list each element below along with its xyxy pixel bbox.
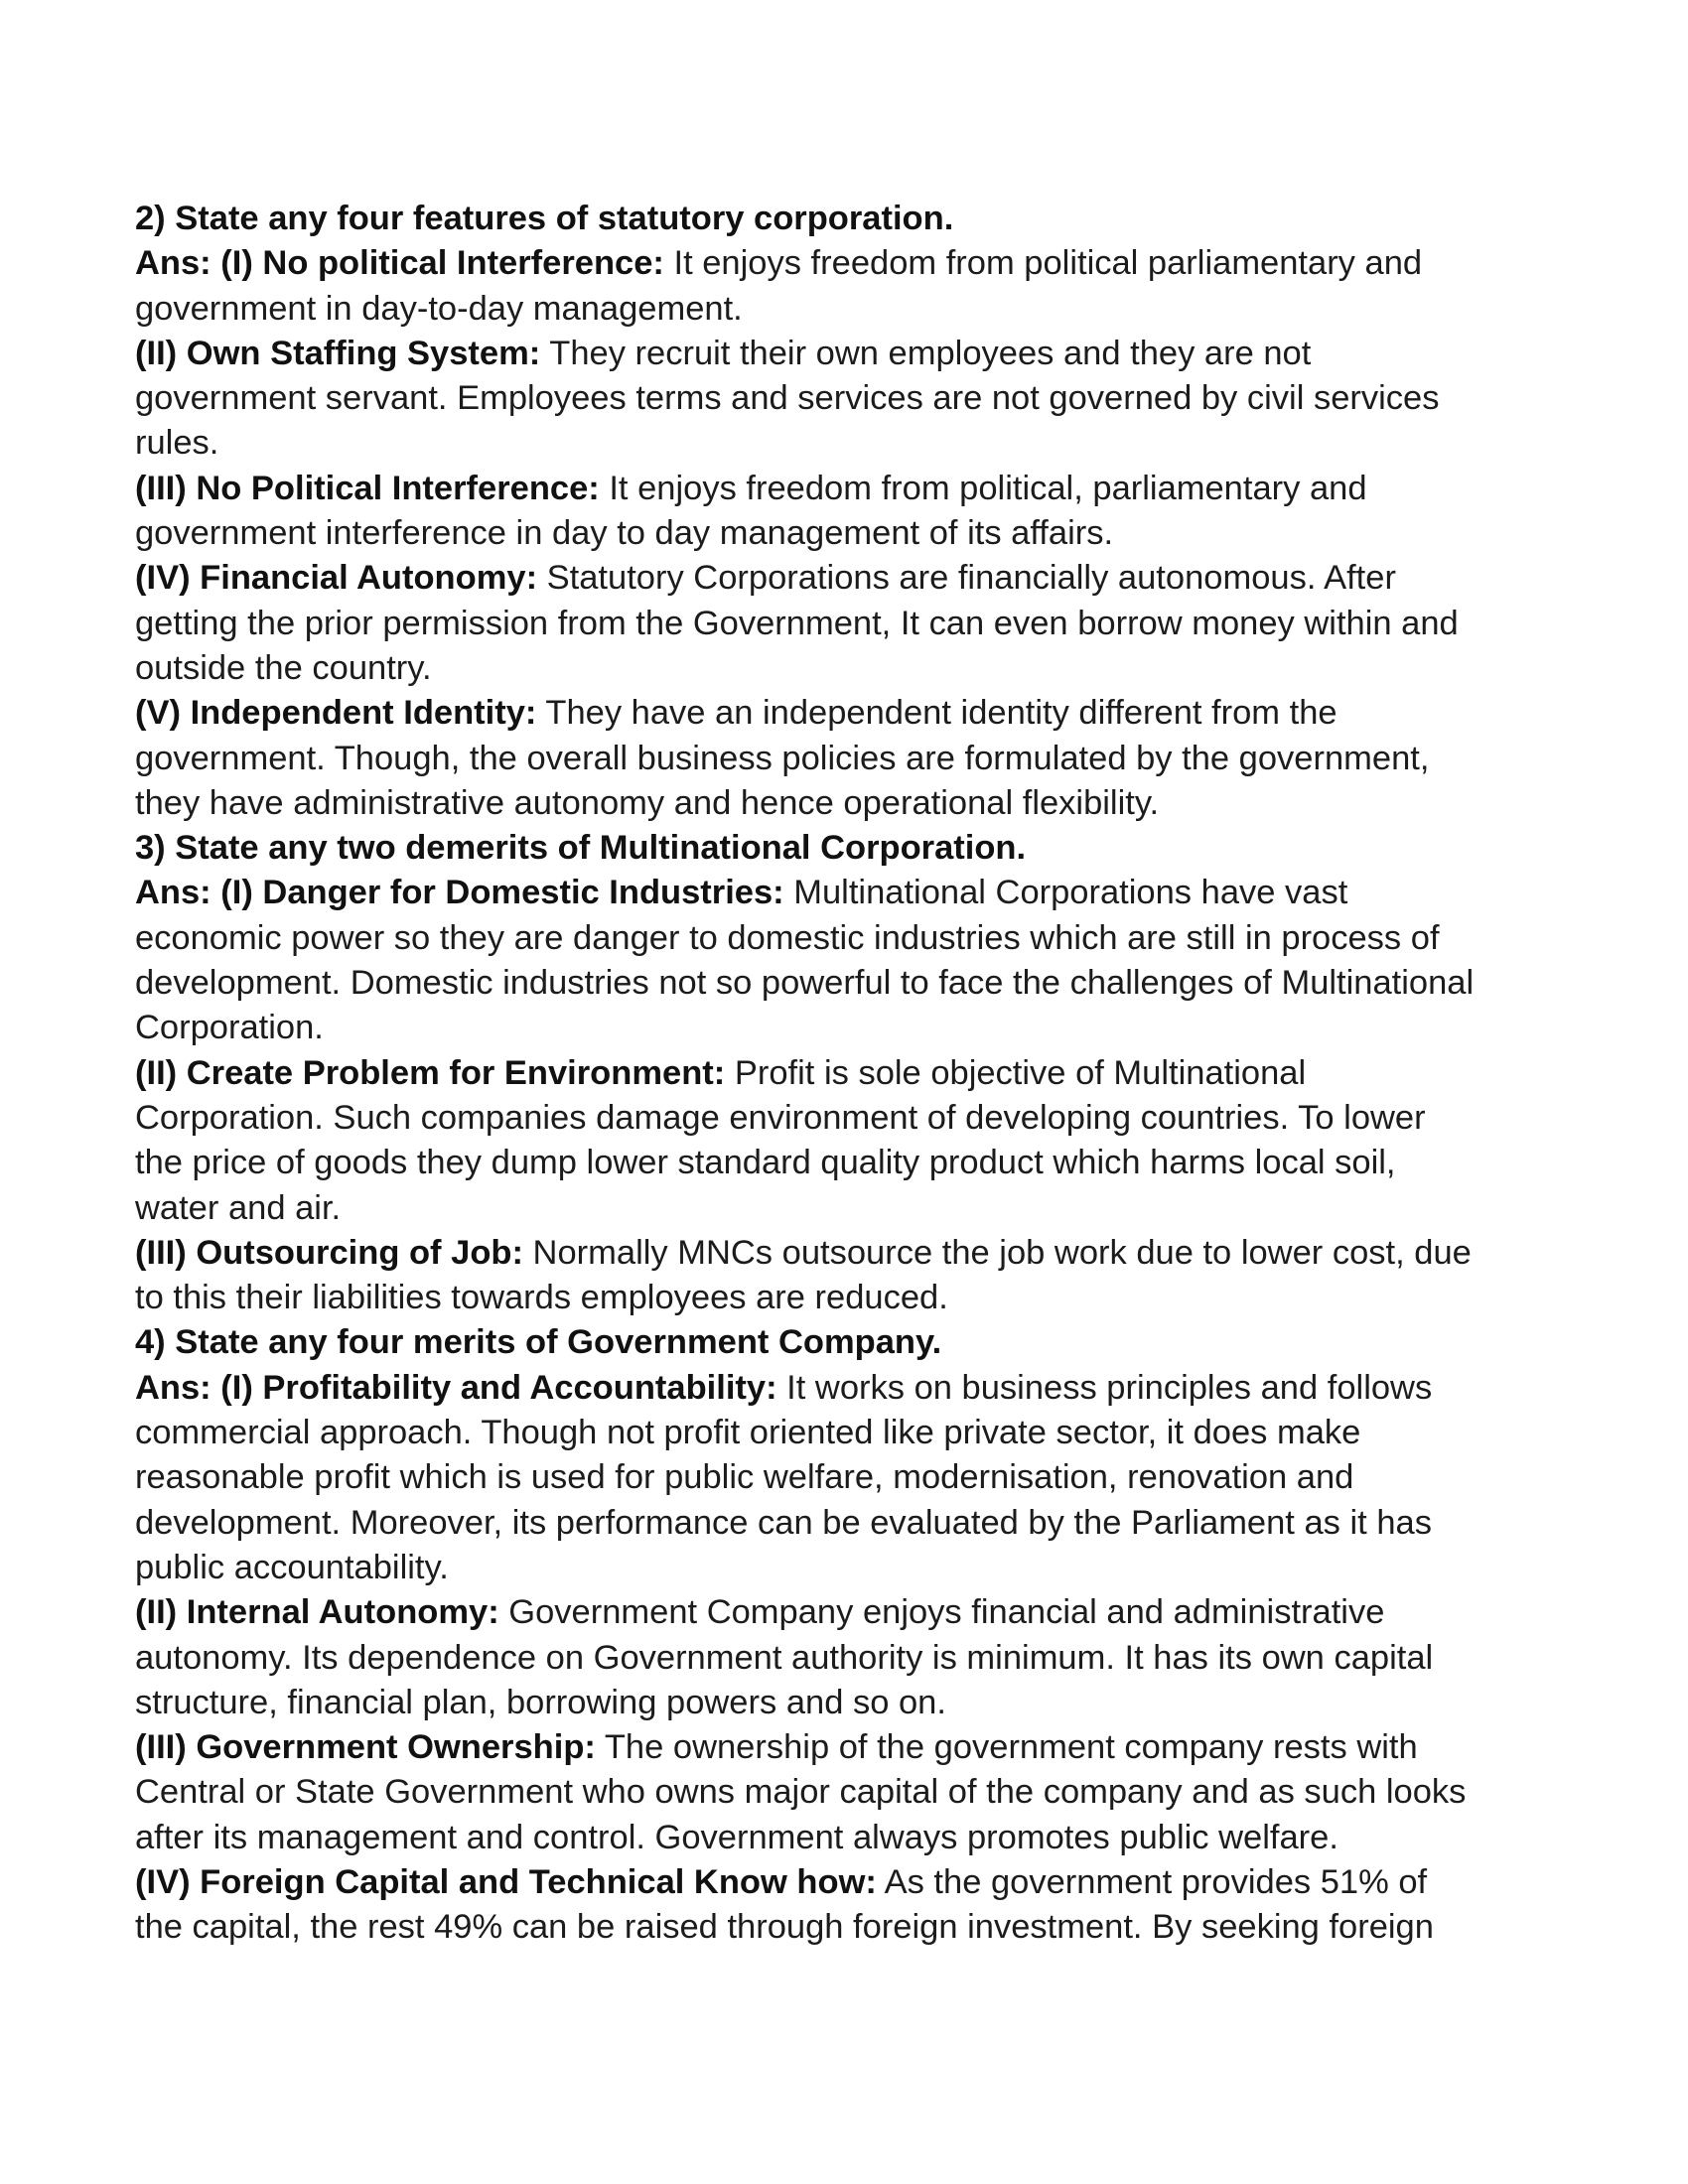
text-line <box>135 691 1565 736</box>
body-text: development. Moreover, its performance can be evaluated by the Parliament as it has <box>135 1503 1432 1542</box>
text-line <box>135 1501 1565 1546</box>
text-line <box>135 197 1565 241</box>
text-line <box>135 1455 1565 1500</box>
bold-heading: 3) State any two demerits of Multinational Corporation. <box>135 829 1027 868</box>
body-text: water and air. <box>135 1188 342 1227</box>
text-line <box>135 1411 1565 1455</box>
body-text: government servant. Employees terms and services are not governed by civil services <box>135 379 1440 418</box>
bold-heading: (III) Outsourcing of Job: <box>135 1233 523 1272</box>
text-line <box>135 826 1565 871</box>
bold-heading: 4) State any four merits of Government Company. <box>135 1323 942 1362</box>
bold-heading: (III) Government Ownership: <box>135 1728 596 1767</box>
body-text: Central or State Government who owns major capital of the company and as such looks <box>135 1773 1467 1812</box>
body-text: public accountability. <box>135 1548 449 1586</box>
body-text: outside the country. <box>135 648 432 687</box>
bold-heading: (V) Independent Identity: <box>135 694 537 733</box>
body-text: Government Company enjoys financial and administrative <box>498 1593 1385 1632</box>
body-text: the capital, the rest 49% can be raised through foreign investment. By seeking foreign <box>135 1908 1434 1947</box>
text-line <box>135 1231 1565 1276</box>
body-text: they have administrative autonomy and hence operational flexibility. <box>135 783 1160 822</box>
text-line <box>135 1051 1565 1096</box>
body-text: The ownership of the government company rests with <box>595 1728 1418 1767</box>
text-line <box>135 1186 1565 1231</box>
body-text: It enjoys freedom from political, parliamentary and <box>599 469 1367 507</box>
body-text: commercial approach. Though not profit oriented like private sector, it does make <box>135 1414 1361 1452</box>
text-line <box>135 1681 1565 1725</box>
text-line <box>135 511 1565 556</box>
text-line <box>135 1141 1565 1185</box>
bold-heading: (IV) Foreign Capital and Technical Know how: <box>135 1862 877 1901</box>
text-line <box>135 1366 1565 1411</box>
bold-heading: Ans: (I) Profitability and Accountability: <box>135 1368 777 1407</box>
text-line <box>135 602 1565 646</box>
text-line <box>135 1320 1565 1365</box>
body-text: As the government provides 51% of <box>876 1862 1428 1901</box>
text-line <box>135 1636 1565 1681</box>
text-line <box>135 1770 1565 1815</box>
text-line <box>135 1725 1565 1770</box>
text-line <box>135 287 1565 332</box>
body-text: development. Domestic industries not so powerful to face the challenges of Multinational <box>135 964 1475 1003</box>
text-line <box>135 241 1565 286</box>
bold-heading: (IV) Financial Autonomy: <box>135 559 538 598</box>
body-text: Statutory Corporations are financially autonomous. After <box>537 559 1396 598</box>
text-line <box>135 1006 1565 1050</box>
body-text: Profit is sole objective of Multinational <box>725 1053 1307 1092</box>
body-text: Multinational Corporations have vast <box>783 874 1348 912</box>
text-line <box>135 1860 1565 1905</box>
body-text: after its management and control. Government always promotes public welfare. <box>135 1818 1338 1856</box>
text-line <box>135 646 1565 691</box>
text-line <box>135 1590 1565 1635</box>
text-line <box>135 1096 1565 1141</box>
bold-heading: Ans: (I) Danger for Domestic Industries: <box>135 874 784 912</box>
body-text: structure, financial plan, borrowing powers and so on. <box>135 1683 946 1721</box>
bold-heading: (II) Own Staffing System: <box>135 334 541 372</box>
body-text: Normally MNCs outsource the job work due to lower cost, due <box>522 1233 1472 1272</box>
body-text: They have an independent identity different from the <box>536 694 1337 733</box>
text-line <box>135 467 1565 511</box>
text-line <box>135 332 1565 376</box>
body-text: Corporation. Such companies damage environment of developing countries. To lower <box>135 1098 1426 1137</box>
body-text: reasonable profit which is used for public welfare, modernisation, renovation and <box>135 1458 1354 1497</box>
document-page <box>135 197 1565 1951</box>
bold-heading: (II) Create Problem for Environment: <box>135 1053 726 1092</box>
text-line <box>135 871 1565 915</box>
text-line <box>135 961 1565 1006</box>
body-text: They recruit their own employees and they are not <box>540 334 1312 372</box>
text-line <box>135 556 1565 601</box>
text-line <box>135 421 1565 466</box>
body-text: economic power so they are danger to domestic industries which are still in process of <box>135 918 1440 957</box>
body-text: rules. <box>135 424 219 463</box>
text-line <box>135 916 1565 961</box>
body-text: government in day-to-day management. <box>135 289 743 328</box>
body-text: getting the prior permission from the Government, It can even borrow money within and <box>135 604 1459 642</box>
text-line <box>135 1276 1565 1320</box>
text-line <box>135 1905 1565 1950</box>
bold-heading: Ans: (I) No political Interference: <box>135 244 664 283</box>
text-line <box>135 376 1565 421</box>
body-text: the price of goods they dump lower standard quality product which harms local soil, <box>135 1144 1396 1182</box>
body-text: Corporation. <box>135 1009 324 1047</box>
text-line <box>135 737 1565 781</box>
bold-heading: (III) No Political Interference: <box>135 469 600 507</box>
body-text: government interference in day to day management of its affairs. <box>135 514 1114 553</box>
body-text: autonomy. Its dependence on Government authority is minimum. It has its own capital <box>135 1638 1434 1677</box>
text-line <box>135 1546 1565 1590</box>
bold-heading: (II) Internal Autonomy: <box>135 1593 499 1632</box>
body-text: It works on business principles and follows <box>776 1368 1433 1407</box>
body-text: It enjoys freedom from political parliamentary and <box>663 244 1423 283</box>
body-text: to this their liabilities towards employees are reduced. <box>135 1279 948 1317</box>
text-line <box>135 1816 1565 1860</box>
body-text: government. Though, the overall business policies are formulated by the government, <box>135 739 1430 777</box>
text-line <box>135 781 1565 826</box>
bold-heading: 2) State any four features of statutory corporation. <box>135 200 954 237</box>
